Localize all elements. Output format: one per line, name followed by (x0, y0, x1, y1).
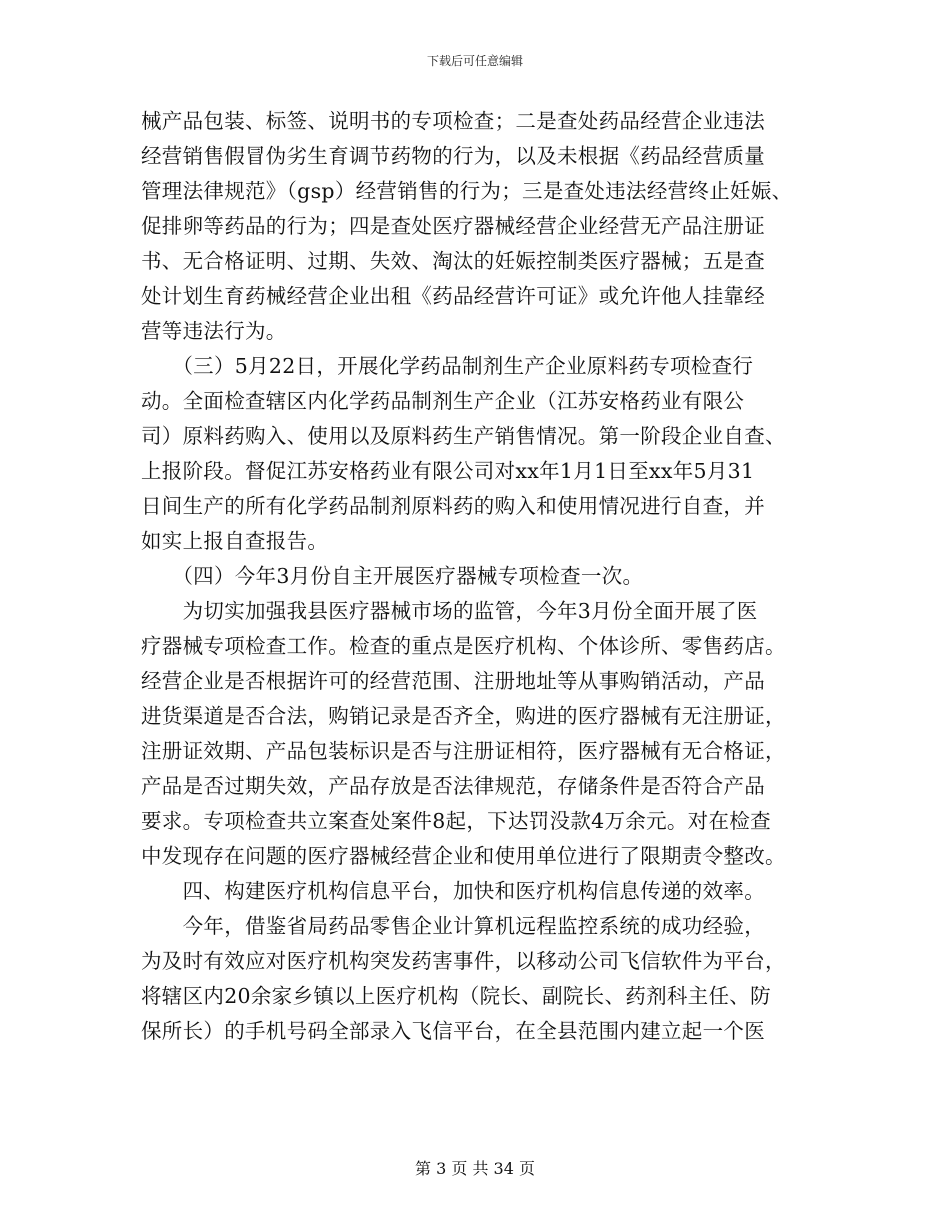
page-header: 下载后可任意编辑 (426, 54, 523, 68)
text-line: 保所长）的手机号码全部录入飞信平台，在全县范围内建立起一个医 (141, 1019, 765, 1043)
text-line: 注册证效期、产品包装标识是否与注册证相符，医疗器械有无合格证， (141, 739, 786, 763)
text-line: （四）今年3月份自主开展医疗器械专项检查一次。 (141, 564, 644, 588)
text-line: 促排卵等药品的行为；四是查处医疗器械经营企业经营无产品注册证 (141, 214, 765, 238)
text-line: 处计划生育药械经营企业出租《药品经营许可证》或允许他人挂靠经 (141, 284, 765, 308)
text-line: （三）5月22日，开展化学药品制剂生产企业原料药专项检查行 (141, 354, 754, 378)
text-line: 日间生产的所有化学药品制剂原料药的购入和使用情况进行自查，并 (141, 494, 765, 518)
text-line: 经营销售假冒伪劣生育调节药物的行为，以及未根据《药品经营质量 (141, 144, 765, 168)
text-line: 司）原料药购入、使用以及原料药生产销售情况。第一阶段企业自查、 (141, 424, 786, 448)
text-line: 今年，借鉴省局药品零售企业计算机远程监控系统的成功经验， (141, 914, 765, 938)
page-footer: 第 3 页 共 34 页 (415, 1159, 535, 1178)
text-line: 中发现存在问题的医疗器械经营企业和使用单位进行了限期责令整改。 (141, 844, 786, 868)
text-line: 书、无合格证明、过期、失效、淘汰的妊娠控制类医疗器械；五是查 (141, 249, 765, 273)
text-line: 进货渠道是否合法，购销记录是否齐全，购进的医疗器械有无注册证， (141, 704, 786, 728)
text-line: 产品是否过期失效，产品存放是否法律规范，存储条件是否符合产品 (141, 774, 765, 798)
text-line: 疗器械专项检查工作。检查的重点是医疗机构、个体诊所、零售药店。 (141, 634, 786, 658)
text-line: 经营企业是否根据许可的经营范围、注册地址等从事购销活动，产品 (141, 669, 765, 693)
text-line: 营等违法行为。 (141, 319, 287, 343)
text-line: 将辖区内20余家乡镇以上医疗机构（院长、副院长、药剂科主任、防 (141, 984, 771, 1008)
text-line: 四、构建医疗机构信息平台，加快和医疗机构信息传递的效率。 (141, 879, 765, 903)
text-line: 要求。专项检查共立案查处案件8起，下达罚没款4万余元。对在检查 (141, 809, 771, 833)
text-line: 动。全面检查辖区内化学药品制剂生产企业（江苏安格药业有限公 (141, 389, 745, 413)
text-line: 为切实加强我县医疗器械市场的监管，今年3月份全面开展了医 (141, 599, 758, 623)
text-line: 为及时有效应对医疗机构突发药害事件，以移动公司飞信软件为平台， (141, 949, 786, 973)
document-body (141, 104, 821, 1049)
text-line: 如实上报自查报告。 (141, 529, 329, 553)
text-line: 械产品包装、标签、说明书的专项检查；二是查处药品经营企业违法 (141, 109, 765, 133)
text-line: 上报阶段。督促江苏安格药业有限公司对xx年1月1日至xx年5月31 (141, 459, 755, 483)
text-line: 管理法律规范》（gsp）经营销售的行为；三是查处违法经营终止妊娠、 (141, 179, 793, 203)
